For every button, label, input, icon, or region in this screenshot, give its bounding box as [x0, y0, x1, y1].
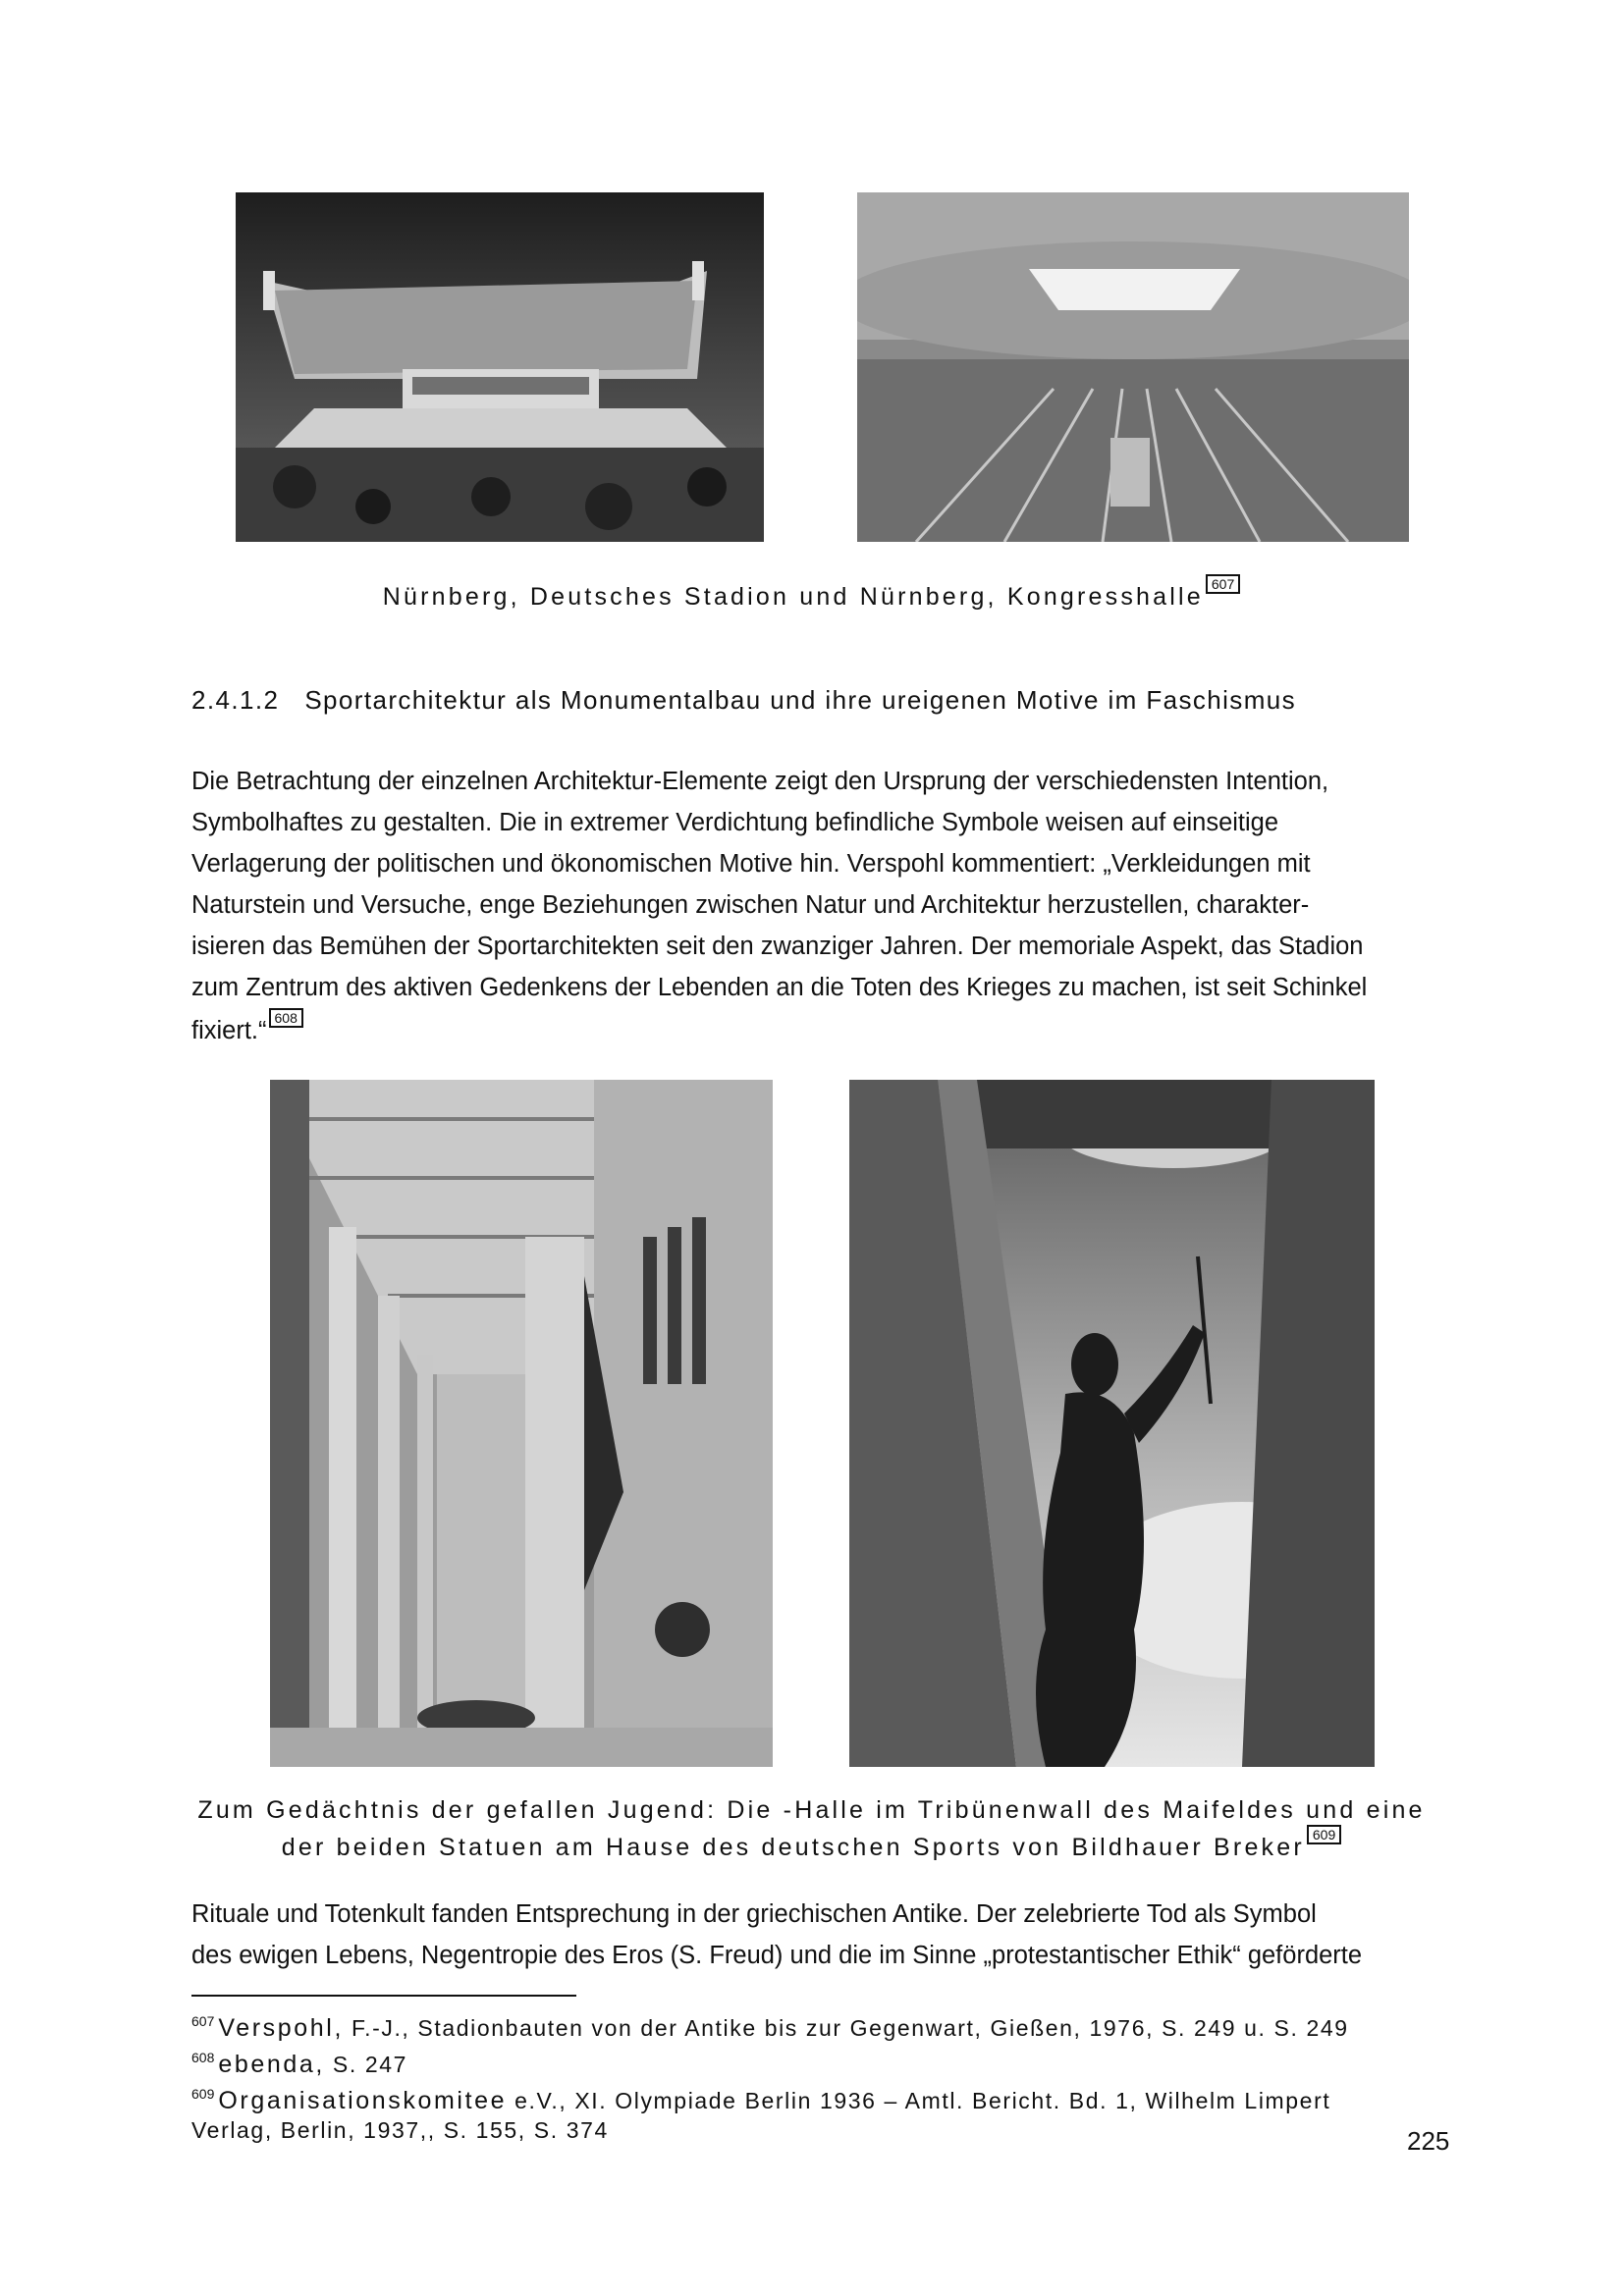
- footnotes: [191, 2006, 1458, 2145]
- paragraph-line: des ewigen Lebens, Negentropie des Eros (S. Freud) und die im Sinne „protestantischer Ethik“ geförderte: [191, 1942, 1363, 1969]
- footnote-ref-608[interactable]: 608: [269, 1008, 303, 1028]
- footnote-number: 607: [191, 2013, 215, 2029]
- paragraph-line: Symbolhaftes zu gestalten. Die in extremer Verdichtung befindliche Symbole weisen auf einseitige: [191, 809, 1279, 836]
- paragraph-line: isieren das Bemühen der Sportarchitekten seit den zwanziger Jahren. Der memoriale Aspekt, das Stadion: [191, 933, 1364, 960]
- footnote-separator: [191, 1995, 576, 1997]
- figure1-caption: [0, 574, 1623, 612]
- paragraph-line: Verlagerung der politischen und ökonomischen Motive hin. Verspohl kommentiert: „Verkleidungen mit: [191, 850, 1311, 878]
- figure2-caption-line2: der beiden Statuen am Hause des deutschen Sports von Bildhauer Breker: [281, 1834, 1305, 1861]
- footnote-number: 609: [191, 2086, 215, 2102]
- footnote-609: [191, 2079, 1458, 2115]
- photo-kongresshalle: [857, 192, 1409, 542]
- section-title: Sportarchitektur als Monumentalbau und ihre ureigenen Motive im Faschismus: [304, 685, 1297, 715]
- footnote-author: Organisationskomitee: [218, 2087, 508, 2114]
- page-number: 225: [1407, 2126, 1450, 2156]
- footnote-609-continued: Verlag, Berlin, 1937,, S. 155, S. 374: [191, 2117, 609, 2143]
- paragraph-line-text: fixiert.“: [191, 1017, 267, 1044]
- section-heading: [191, 685, 1296, 716]
- paragraph-line: [191, 1008, 1453, 1051]
- footnote-607: [191, 2006, 1458, 2043]
- footnote-ref-609[interactable]: 609: [1307, 1825, 1341, 1844]
- section-number: 2.4.1.2: [191, 685, 280, 715]
- footnote-number: 608: [191, 2050, 215, 2065]
- paragraph-line: Naturstein und Versuche, enge Beziehungen zwischen Natur und Architektur herzustellen, charakter-: [191, 891, 1310, 919]
- footnote-608: [191, 2043, 1458, 2079]
- footnote-author: ebenda,: [218, 2051, 325, 2078]
- figure2-caption-line2-wrap: [0, 1825, 1623, 1862]
- footnote-author: Verspohl,: [218, 2014, 344, 2042]
- photo-deutsches-stadion: [236, 192, 764, 542]
- figure1-caption-text: Nürnberg, Deutsches Stadion und Nürnberg, Kongresshalle: [382, 583, 1204, 611]
- figure2-caption-line1: Zum Gedächtnis der gefallen Jugend: Die -Halle im Tribünenwall des Maifeldes und eine: [197, 1796, 1426, 1824]
- footnote-text: F.-J., Stadionbauten von der Antike bis zur Gegenwart, Gießen, 1976, S. 249 u. S. 249: [344, 2015, 1349, 2041]
- paragraph-line: Die Betrachtung der einzelnen Architektur-Elemente zeigt den Ursprung der verschiedensten Intention,: [191, 768, 1329, 795]
- footnote-ref-607[interactable]: 607: [1206, 574, 1240, 594]
- figure2-caption: [0, 1795, 1623, 1862]
- footnote-text: e.V., XI. Olympiade Berlin 1936 – Amtl. Bericht. Bd. 1, Wilhelm Limpert: [507, 2088, 1331, 2113]
- paragraph-line: zum Zentrum des aktiven Gedenkens der Lebenden an die Toten des Krieges zu machen, ist seit Schinkel: [191, 974, 1368, 1001]
- paragraph-1: [191, 761, 1453, 1051]
- photo-statue-breker: [849, 1080, 1375, 1767]
- footnote-text: S. 247: [324, 2052, 408, 2077]
- paragraph-line: Rituale und Totenkult fanden Entsprechung in der griechischen Antike. Der zelebrierte Tod als Symbol: [191, 1900, 1317, 1928]
- paragraph-2: [191, 1894, 1453, 1976]
- photo-halle-colonnade: [270, 1080, 773, 1767]
